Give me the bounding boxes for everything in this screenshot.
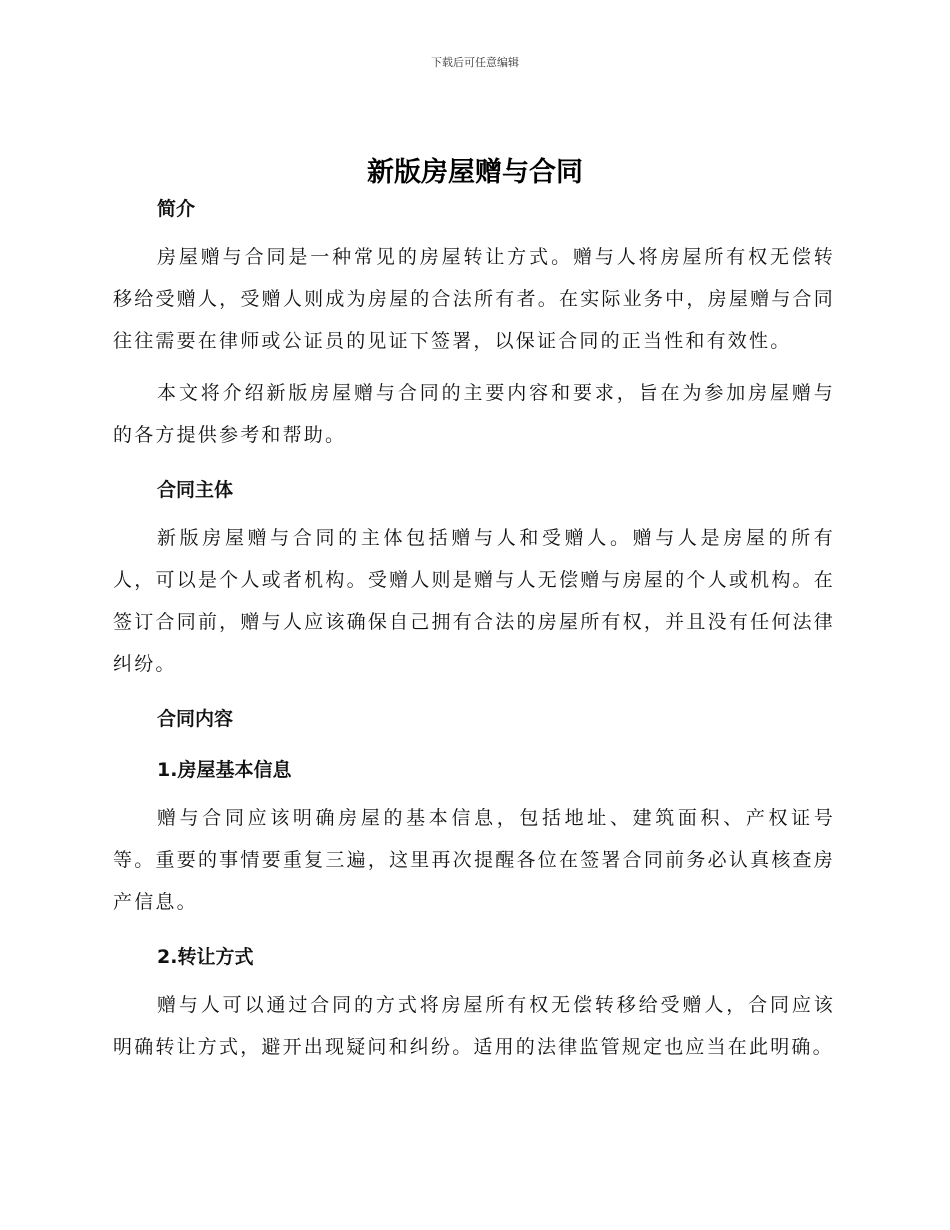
house-info-paragraph: 赠与合同应该明确房屋的基本信息，包括地址、建筑面积、产权证号等。重要的事情要重复三遍，这里再次提醒各位在签署合同前务必认真核查房产信息。	[113, 807, 835, 913]
section-heading-parties: 合同主体	[157, 479, 234, 501]
header-note: 下载后可任意编辑	[431, 56, 519, 69]
subsection-heading-transfer-method: 2.转让方式	[157, 946, 254, 968]
transfer-method-paragraph: 赠与人可以通过合同的方式将房屋所有权无偿转移给受赠人，合同应该明确转让方式，避开出现疑问和纠纷。适用的法律监管规定也应当在此明确。	[113, 994, 835, 1058]
section-heading-content: 合同内容	[157, 708, 234, 730]
document-title: 新版房屋赠与合同	[367, 157, 583, 188]
section-heading-intro: 简介	[157, 198, 196, 220]
intro-paragraph-2: 本文将介绍新版房屋赠与合同的主要内容和要求，旨在为参加房屋赠与的各方提供参考和帮助。	[113, 382, 835, 446]
parties-paragraph-1: 新版房屋赠与合同的主体包括赠与人和受赠人。赠与人是房屋的所有人，可以是个人或者机构。受赠人则是赠与人无偿赠与房屋的个人或机构。在签订合同前，赠与人应该确保自己拥有合法的房屋所有权，并且没有任何法律纠纷。	[113, 527, 835, 675]
document-body	[113, 193, 835, 1068]
intro-paragraph-1: 房屋赠与合同是一种常见的房屋转让方式。赠与人将房屋所有权无偿转移给受赠人，受赠人则成为房屋的合法所有者。在实际业务中，房屋赠与合同往往需要在律师或公证员的见证下签署，以保证合同的正当性和有效性。	[113, 246, 835, 352]
subsection-heading-house-info: 1.房屋基本信息	[157, 759, 292, 781]
